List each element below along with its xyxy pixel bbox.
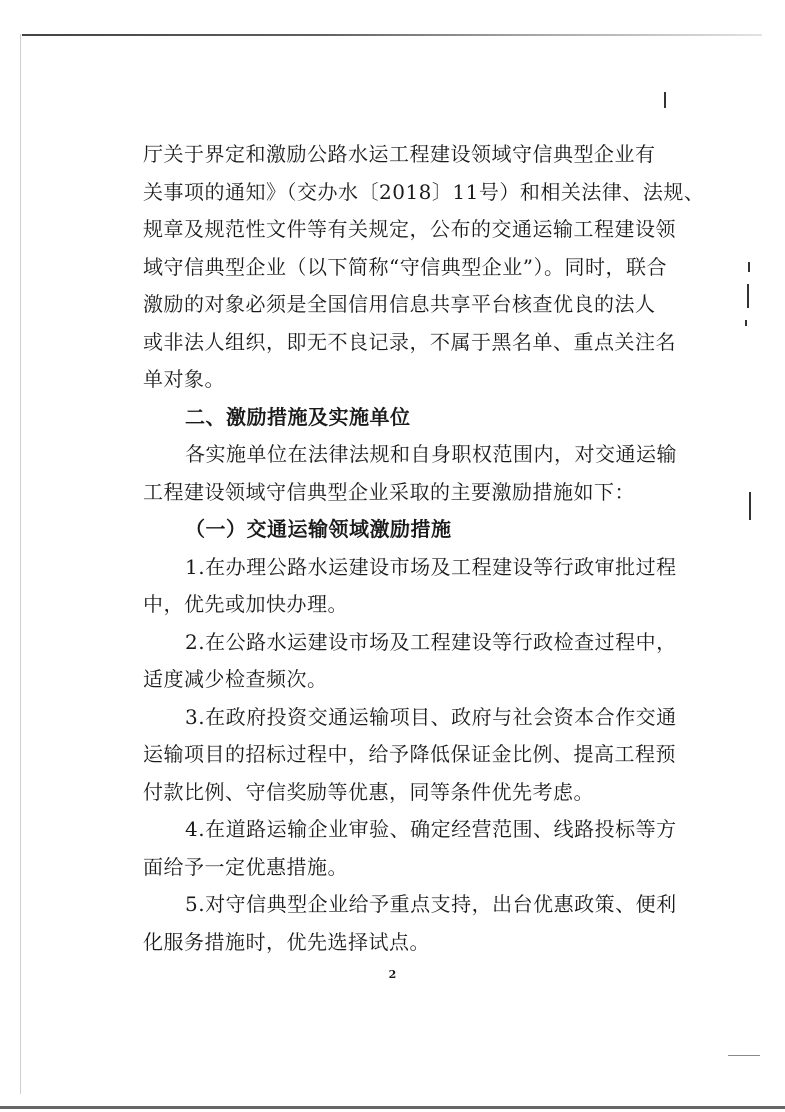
paragraph-line: 激励的对象必须是全国信用信息共享平台核查优良的法人 bbox=[143, 292, 656, 316]
list-item-line: 中，优先或加快办理。 bbox=[143, 592, 348, 616]
list-item-line: 1.在办理公路水运建设市场及工程建设等行政审批过程 bbox=[185, 554, 677, 579]
list-item-line: 付款比例、守信奖励等优惠，同等条件优先考虑。 bbox=[143, 779, 594, 804]
paragraph-line: 各实施单位在法律法规和自身职权范围内，对交通运输 bbox=[185, 442, 677, 466]
scan-edge-bottom bbox=[0, 1106, 785, 1109]
paragraph-line: 单对象。 bbox=[143, 367, 225, 391]
scan-mark bbox=[749, 492, 751, 520]
paragraph-line: 或非法人组织，即无不良记录，不属于黑名单、重点关注名 bbox=[143, 329, 676, 354]
list-item-line: 适度减少检查频次。 bbox=[143, 667, 328, 691]
scan-mark bbox=[748, 262, 750, 272]
list-item-line: 5.对守信典型企业给予重点支持，出台优惠政策、便利 bbox=[185, 892, 677, 916]
scan-edge-top bbox=[22, 34, 762, 36]
paragraph-line: 域守信典型企业（以下简称“守信典型企业”）。同时，联合 bbox=[143, 254, 667, 279]
scan-mark bbox=[728, 1055, 760, 1056]
paragraph-line: 工程建设领域守信典型企业采取的主要激励措施如下： bbox=[143, 479, 635, 504]
subsection-heading: （一）交通运输领域激励措施 bbox=[185, 517, 452, 541]
scan-mark bbox=[664, 92, 666, 108]
list-item-line: 2.在公路水运建设市场及工程建设等行政检查过程中， bbox=[185, 629, 677, 654]
paragraph-line: 厅关于界定和激励公路水运工程建设领域守信典型企业有 bbox=[143, 142, 656, 166]
paragraph-line: 关事项的通知》（交办水〔2018〕11号）和相关法律、法规、 bbox=[143, 179, 705, 204]
page-number: 2 bbox=[388, 968, 397, 981]
list-item-line: 3.在政府投资交通运输项目、政府与社会资本合作交通 bbox=[185, 704, 677, 729]
list-item-line: 运输项目的招标过程中，给予降低保证金比例、提高工程预 bbox=[143, 742, 676, 766]
section-heading: 二、激励措施及实施单位 bbox=[185, 404, 411, 429]
scan-mark bbox=[747, 284, 749, 308]
scan-edge-left bbox=[20, 34, 21, 1094]
list-item-line: 化服务措施时，优先选择试点。 bbox=[143, 929, 430, 954]
scan-mark bbox=[745, 320, 747, 326]
list-item-line: 面给予一定优惠措施。 bbox=[143, 854, 348, 879]
document-body bbox=[143, 136, 705, 961]
paragraph-line: 规章及规范性文件等有关规定，公布的交通运输工程建设领 bbox=[143, 217, 676, 241]
list-item-line: 4.在道路运输企业审验、确定经营范围、线路投标等方 bbox=[185, 817, 677, 841]
